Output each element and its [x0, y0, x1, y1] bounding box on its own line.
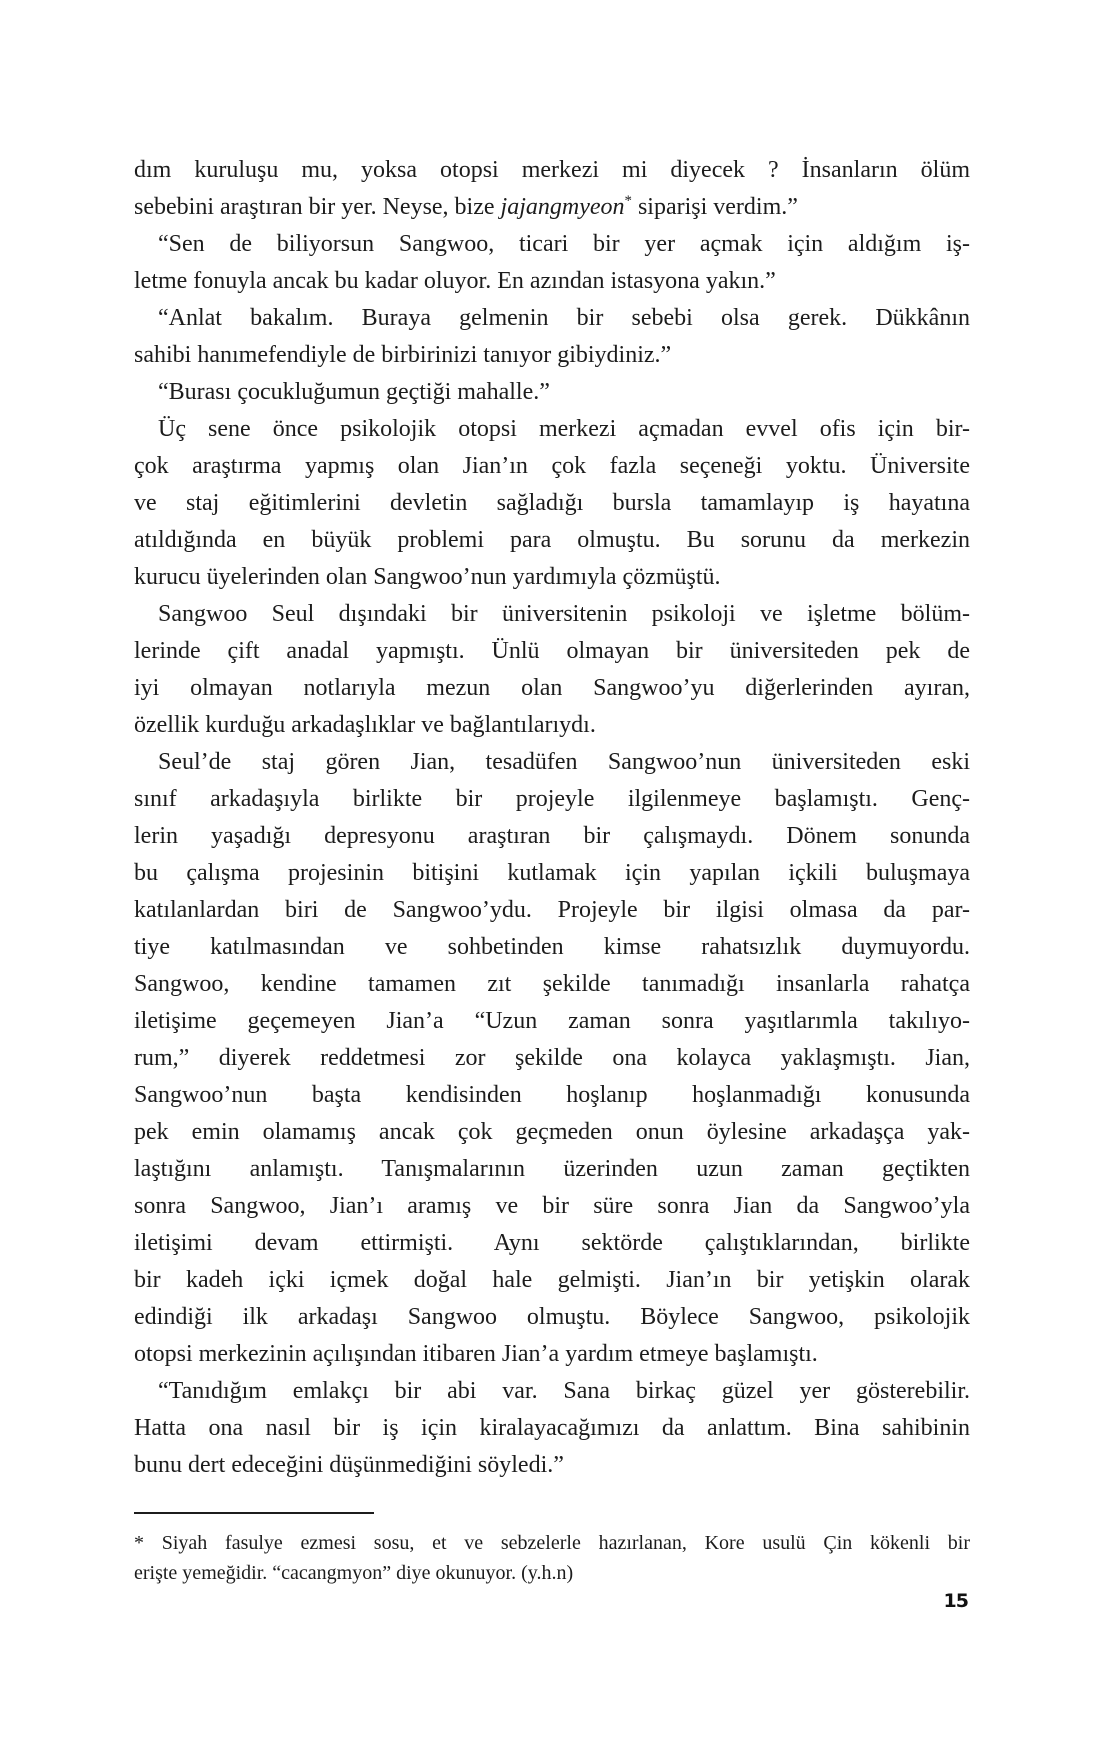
text-line: lerin yaşadığı depresyonu araştıran bir çalışmaydı. Dönem sonunda [134, 823, 970, 849]
text-line: özellik kurduğu arkadaşlıklar ve bağlantılarıydı. [134, 712, 596, 738]
text-line: sonra Sangwoo, Jian’ı aramış ve bir süre sonra Jian da Sangwoo’yla [134, 1193, 970, 1219]
text-line: sınıf arkadaşıyla birlikte bir projeyle ilgilenmeye başlamıştı. Genç- [134, 786, 970, 812]
text-line: lerinde çift anadal yapmıştı. Ünlü olmayan bir üniversiteden pek de [134, 638, 970, 664]
text-line: ve staj eğitimlerini devletin sağladığı bursla tamamlayıp iş hayatına [134, 490, 970, 516]
text-column [134, 152, 970, 1484]
footnote-line: erişte yemeğidir. “cacangmyon” diye okunuyor. (y.h.n) [134, 1562, 574, 1584]
line-text: sebebini araştıran bir yer. Neyse, bize [134, 194, 501, 220]
text-line: Sangwoo’nun başta kendisinden hoşlanıp hoşlanmadığı konusunda [134, 1082, 970, 1108]
text-line: iyi olmayan notlarıyla mezun olan Sangwoo’yu diğerlerinden ayıran, [134, 675, 970, 701]
footnote-rule [134, 1512, 374, 1514]
text-line: “Sen de biliyorsun Sangwoo, ticari bir yer açmak için aldığım iş- [158, 231, 970, 257]
text-line: atıldığında en büyük problemi para olmuştu. Bu sorunu da merkezin [134, 527, 970, 553]
text-line: “Burası çocukluğumun geçtiği mahalle.” [158, 379, 550, 405]
text-line [134, 189, 970, 226]
text-line: iletişime geçemeyen Jian’a “Uzun zaman sonra yaşıtlarımla takılıyo- [134, 1008, 970, 1034]
text-line: kurucu üyelerinden olan Sangwoo’nun yardımıyla çözmüştü. [134, 564, 721, 590]
text-line: otopsi merkezinin açılışından itibaren Jian’a yardım etmeye başlamıştı. [134, 1341, 818, 1367]
text-line: laştığını anlamıştı. Tanışmalarının üzerinden uzun zaman geçtikten [134, 1156, 970, 1182]
footnote-line: * Siyah fasulye ezmesi sosu, et ve sebzelerle hazırlanan, Kore usulü Çin kökenli bir [134, 1532, 970, 1554]
text-line: tiye katılmasından ve sohbetinden kimse rahatsızlık duymuyordu. [134, 934, 970, 960]
text-line: letme fonuyla ancak bu kadar oluyor. En azından istasyona yakın.” [134, 268, 776, 294]
text-line: Sangwoo, kendine tamamen zıt şekilde tanımadığı insanlarla rahatça [134, 971, 970, 997]
page-number: 15 [943, 1590, 968, 1612]
footnote-marker: * [624, 193, 632, 209]
text-line: bir kadeh içki içmek doğal hale gelmişti. Jian’ın bir yetişkin olarak [134, 1267, 970, 1293]
text-line: iletişimi devam ettirmişti. Aynı sektörde çalıştıklarından, birlikte [134, 1230, 970, 1256]
text-line: katılanlardan biri de Sangwoo’ydu. Projeyle bir ilgisi olmasa da par- [134, 897, 970, 923]
text-line: “Tanıdığım emlakçı bir abi var. Sana birkaç güzel yer gösterebilir. [158, 1378, 970, 1404]
text-line: bu çalışma projesinin bitişini kutlamak için yapılan içkili buluşmaya [134, 860, 970, 886]
text-line: Hatta ona nasıl bir iş için kiralayacağımızı da anlattım. Bina sahibinin [134, 1415, 970, 1441]
text-line: bunu dert edeceğini düşünmediğini söyledi.” [134, 1452, 564, 1478]
text-line: Seul’de staj gören Jian, tesadüfen Sangwoo’nun üniversiteden eski [158, 749, 970, 775]
text-line: sahibi hanımefendiyle de birbirinizi tanıyor gibiydiniz.” [134, 342, 672, 368]
text-line: dım kuruluşu mu, yoksa otopsi merkezi mi diyecek ? İnsanların ölüm [134, 157, 970, 183]
text-line: “Anlat bakalım. Buraya gelmenin bir sebebi olsa gerek. Dükkânın [158, 305, 970, 331]
text-line: Sangwoo Seul dışındaki bir üniversitenin psikoloji ve işletme bölüm- [158, 601, 970, 627]
footnote [134, 1528, 970, 1588]
text-line: edindiği ilk arkadaşı Sangwoo olmuştu. Böylece Sangwoo, psikolojik [134, 1304, 970, 1330]
text-line: Üç sene önce psikolojik otopsi merkezi açmadan evvel ofis için bir- [158, 416, 970, 442]
text-line: rum,” diyerek reddetmesi zor şekilde ona kolayca yaklaşmıştı. Jian, [134, 1045, 970, 1071]
italic-term: jajangmyeon [500, 194, 625, 220]
text-line: çok araştırma yapmış olan Jian’ın çok fazla seçeneği yoktu. Üniversite [134, 453, 970, 479]
text-line: pek emin olamamış ancak çok geçmeden onun öylesine arkadaşça yak- [134, 1119, 970, 1145]
line-text: siparişi verdim.” [631, 194, 798, 220]
